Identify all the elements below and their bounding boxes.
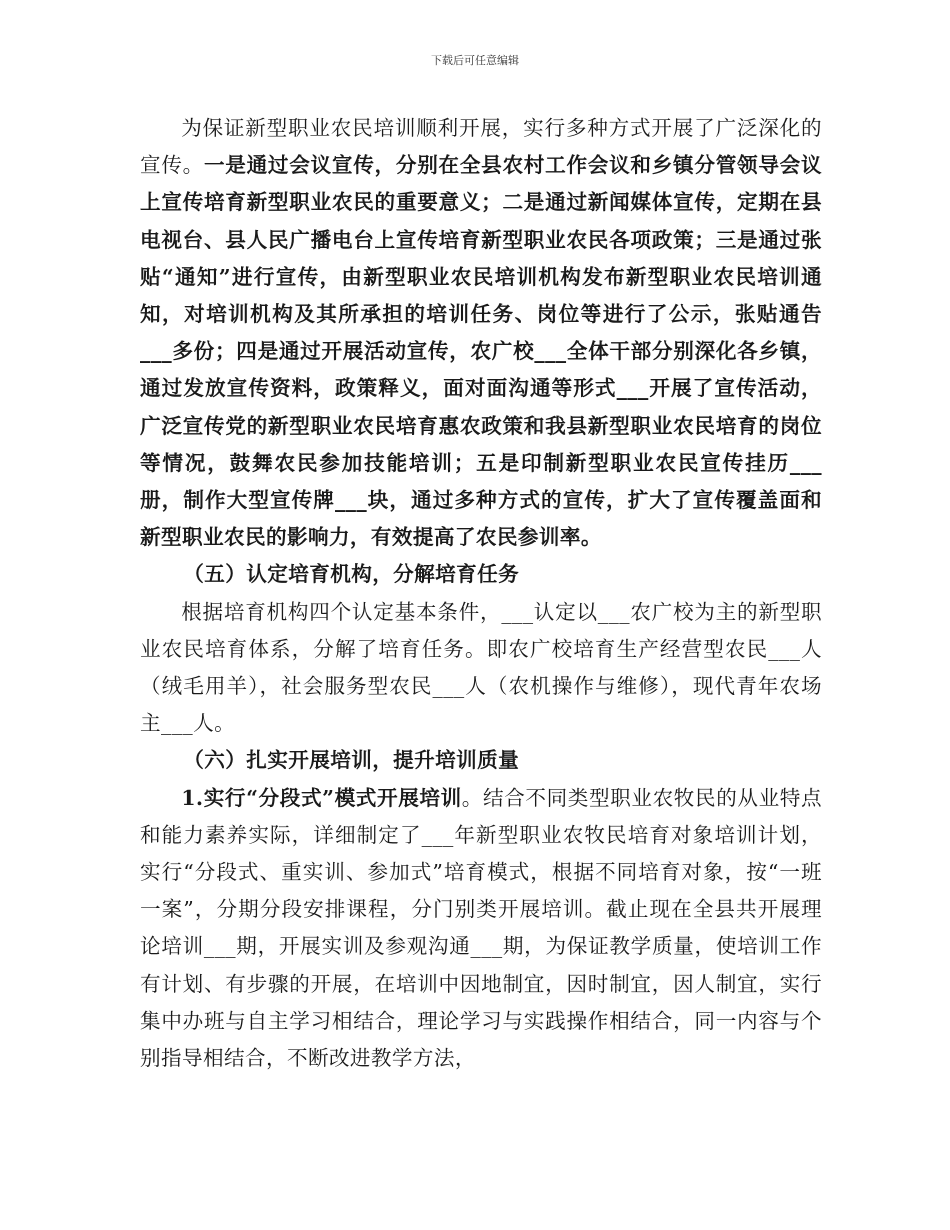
paragraph-publicity bbox=[140, 110, 822, 556]
page-header: 下载后可任意编辑 bbox=[431, 54, 519, 67]
paragraph-training bbox=[140, 780, 822, 1078]
paragraph-institutions: 根据培育机构四个认定基本条件，___认定以___农广校为主的新型职业农民培育体系，分解了培育任务。即农广校培育生产经营型农民___人（绒毛用羊），社会服务型农民___人（农机操作与维修），现代青年农场主___人。 bbox=[140, 599, 822, 736]
document-body bbox=[140, 110, 822, 1077]
section-heading-5: （五）认定培育机构，分解培育任务 bbox=[183, 562, 520, 587]
section-heading-6: （六）扎实开展培训，提升培训质量 bbox=[183, 748, 520, 773]
paragraph-training-body: 。结合不同类型职业农牧民的从业特点和能力素养实际，详细制定了___年新型职业农牧民培育对象培训计划，实行“分段式、重实训、参加式”培育模式，根据不同培育对象，按“一班一案”，分期分段安排课程，分门别类开展培训。截止现在全县共开展理论培训___期，开展实训及参观沟通___期，为保证教学质量，使培训工作有计划、有步骤的开展，在培训中因地制宜，因时制宜，因人制宜，实行集中办班与自主学习相结合，理论学习与实践操作相结合，同一内容与个别指导相结合，不断改进教学方法， bbox=[140, 785, 822, 1071]
paragraph-publicity-lead: 为保证新型职业农民培训顺利开展，实行多种方式开展了广泛深化的宣传。 bbox=[140, 116, 822, 178]
paragraph-training-lead: 1.实行“分段式”模式开展培训 bbox=[181, 785, 462, 810]
paragraph-publicity-body: 一是通过会议宣传，分别在全县农村工作会议和乡镇分管领导会议上宣传培育新型职业农民的重要意义；二是通过新闻媒体宣传，定期在县电视台、县人民广播电台上宣传培育新型职业农民各项政策；三是通过张贴“通知”进行宣传，由新型职业农民培训机构发布新型职业农民培训通知，对培训机构及其所承担的培训任务、岗位等进行了公示，张贴通告___多份；四是通过开展活动宣传，农广校___全体干部分别深化各乡镇，通过发放宣传资料，政策释义，面对面沟通等形式___开展了宣传活动，广泛宣传党的新型职业农民培育惠农政策和我县新型职业农民培育的岗位等情况，鼓舞农民参加技能培训；五是印制新型职业农民宣传挂历___册，制作大型宣传牌___块，通过多种方式的宣传，扩大了宣传覆盖面和新型职业农民的影响力，有效提高了农民参训率。 bbox=[140, 153, 822, 550]
